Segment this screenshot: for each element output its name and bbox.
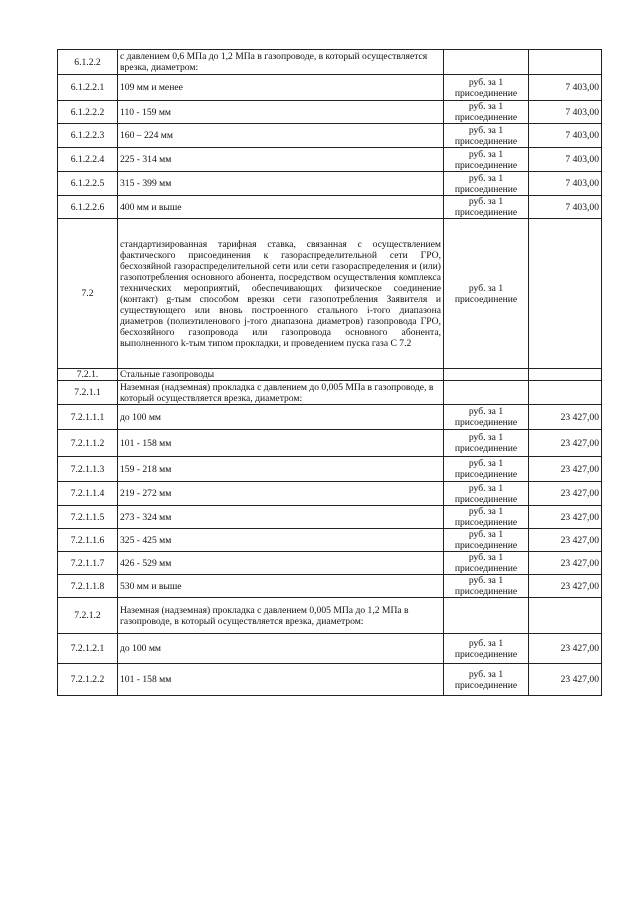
row-code: 7.2.1.1.7 (58, 552, 118, 575)
row-value: 23 427,00 (529, 664, 602, 696)
table-row (58, 664, 602, 696)
row-code: 7.2.1.1.5 (58, 506, 118, 529)
row-code: 6.1.2.2.5 (58, 172, 118, 196)
row-unit: руб. за 1 присоединение (444, 124, 529, 148)
row-value: 23 427,00 (529, 634, 602, 664)
row-value (529, 50, 602, 75)
row-description: Стальные газопроводы (118, 369, 444, 381)
row-description: Наземная (надземная) прокладка с давлением 0,005 МПа до 1,2 МПа в газопроводе, в который осуществляется врезка, диаметром: (118, 598, 444, 634)
table-row (58, 196, 602, 219)
row-description: 110 - 159 мм (118, 101, 444, 124)
row-value (529, 598, 602, 634)
row-code: 6.1.2.2.3 (58, 124, 118, 148)
row-unit: руб. за 1 присоединение (444, 172, 529, 196)
table-row (58, 430, 602, 457)
row-code: 7.2.1.1.1 (58, 405, 118, 430)
row-description: 109 мм и менее (118, 75, 444, 101)
row-value (529, 219, 602, 369)
row-code: 7.2 (58, 219, 118, 369)
table-row (58, 575, 602, 598)
row-unit: руб. за 1 присоединение (444, 405, 529, 430)
row-value (529, 381, 602, 405)
row-value: 23 427,00 (529, 457, 602, 482)
row-unit: руб. за 1 присоединение (444, 664, 529, 696)
row-description: до 100 мм (118, 405, 444, 430)
table-row (58, 552, 602, 575)
tariff-table (57, 49, 602, 696)
table-row (58, 219, 602, 369)
row-unit: руб. за 1 присоединение (444, 634, 529, 664)
table-row (58, 529, 602, 552)
row-unit: руб. за 1 присоединение (444, 101, 529, 124)
row-description: Наземная (надземная) прокладка с давлением до 0,005 МПа в газопроводе, в который осуществляется врезка, диаметром: (118, 381, 444, 405)
table-row (58, 101, 602, 124)
row-value: 7 403,00 (529, 124, 602, 148)
row-unit: руб. за 1 присоединение (444, 196, 529, 219)
row-code: 7.2.1.2.2 (58, 664, 118, 696)
row-description: стандартизированная тарифная ставка, связанная с осуществлением фактического присоединения к газораспределительной сети ГРО, бесхозяйной газораспределительной сети или сети газораспределения и (или) газопотребления основного абонента, посредством осуществления комплекса технических мероприятий, обеспечивающих физическое соединение (контакт) g-тым способом врезки сети газопотребления Заявителя и существующего или вновь построенного стального i-того диапазона диаметров (полиэтиленового j-того диапазона диаметров) газопровода ГРО, бесхозяйного газопровода или газопровода основного абонента, выполненного k-тым типом прокладки, и проведением пуска газа С 7.2 (118, 219, 444, 369)
table-row (58, 506, 602, 529)
row-description: 159 - 218 мм (118, 457, 444, 482)
row-code: 6.1.2.2.4 (58, 148, 118, 172)
row-value: 7 403,00 (529, 172, 602, 196)
row-description: 530 мм и выше (118, 575, 444, 598)
row-code: 6.1.2.2.6 (58, 196, 118, 219)
table-row (58, 634, 602, 664)
row-value: 7 403,00 (529, 148, 602, 172)
row-value: 23 427,00 (529, 552, 602, 575)
row-unit: руб. за 1 присоединение (444, 506, 529, 529)
row-description: 219 - 272 мм (118, 482, 444, 506)
table-row (58, 50, 602, 75)
row-description: 325 - 425 мм (118, 529, 444, 552)
table-row (58, 482, 602, 506)
row-code: 7.2.1. (58, 369, 118, 381)
row-code: 7.2.1.1.6 (58, 529, 118, 552)
row-unit (444, 50, 529, 75)
table-row (58, 148, 602, 172)
row-value: 23 427,00 (529, 575, 602, 598)
row-value: 23 427,00 (529, 430, 602, 457)
row-value: 23 427,00 (529, 529, 602, 552)
row-value (529, 369, 602, 381)
row-value: 7 403,00 (529, 101, 602, 124)
table-row (58, 369, 602, 381)
row-value: 7 403,00 (529, 75, 602, 101)
row-description: 426 - 529 мм (118, 552, 444, 575)
row-unit: руб. за 1 присоединение (444, 219, 529, 369)
row-code: 7.2.1.1.2 (58, 430, 118, 457)
table-row (58, 457, 602, 482)
row-unit (444, 381, 529, 405)
row-code: 6.1.2.2.1 (58, 75, 118, 101)
row-unit: руб. за 1 присоединение (444, 529, 529, 552)
table-row (58, 75, 602, 101)
row-unit (444, 598, 529, 634)
row-description: 400 мм и выше (118, 196, 444, 219)
row-code: 6.1.2.2.2 (58, 101, 118, 124)
row-description: 315 - 399 мм (118, 172, 444, 196)
row-code: 7.2.1.2 (58, 598, 118, 634)
row-value: 7 403,00 (529, 196, 602, 219)
row-description: 225 - 314 мм (118, 148, 444, 172)
row-code: 6.1.2.2 (58, 50, 118, 75)
row-description: 101 - 158 мм (118, 664, 444, 696)
table-row (58, 598, 602, 634)
row-unit: руб. за 1 присоединение (444, 575, 529, 598)
table-row (58, 405, 602, 430)
row-unit: руб. за 1 присоединение (444, 482, 529, 506)
row-value: 23 427,00 (529, 482, 602, 506)
row-value: 23 427,00 (529, 405, 602, 430)
row-unit: руб. за 1 присоединение (444, 75, 529, 101)
table-row (58, 381, 602, 405)
row-code: 7.2.1.1 (58, 381, 118, 405)
row-value: 23 427,00 (529, 506, 602, 529)
row-unit (444, 369, 529, 381)
row-description: 273 - 324 мм (118, 506, 444, 529)
row-description: 101 - 158 мм (118, 430, 444, 457)
row-code: 7.2.1.1.8 (58, 575, 118, 598)
table-row (58, 172, 602, 196)
row-code: 7.2.1.2.1 (58, 634, 118, 664)
row-description: 160 – 224 мм (118, 124, 444, 148)
row-unit: руб. за 1 присоединение (444, 457, 529, 482)
row-description: до 100 мм (118, 634, 444, 664)
row-code: 7.2.1.1.3 (58, 457, 118, 482)
row-unit: руб. за 1 присоединение (444, 430, 529, 457)
row-description: с давлением 0,6 МПа до 1,2 МПа в газопроводе, в который осуществляется врезка, диаметром: (118, 50, 444, 75)
row-unit: руб. за 1 присоединение (444, 552, 529, 575)
table-row (58, 124, 602, 148)
row-unit: руб. за 1 присоединение (444, 148, 529, 172)
row-code: 7.2.1.1.4 (58, 482, 118, 506)
